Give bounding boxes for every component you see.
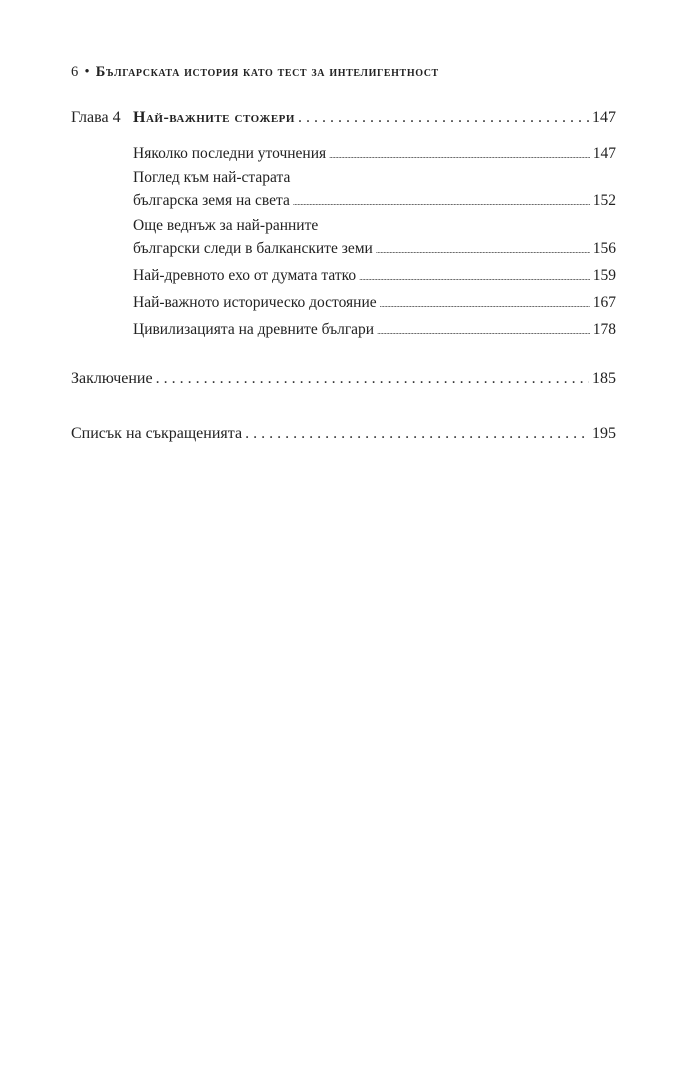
bullet-separator: • [84, 64, 90, 80]
section-title-line2: българска земя на света [133, 192, 290, 209]
dot-leader [245, 425, 589, 443]
page-ref: 152 [592, 192, 616, 209]
section-title-line1: Поглед към най-старата [133, 169, 291, 186]
chapter-label: Глава 4 [71, 109, 121, 126]
section-title: Цивилизацията на древните българи [133, 321, 375, 338]
entry-title: Заключение [71, 370, 153, 387]
section-title-line1: Още веднъж за най-ранните [133, 217, 319, 234]
book-title: Българската история като тест за интелигентност [95, 64, 439, 80]
page-number: 6 [71, 64, 79, 80]
toc-chapter-4[interactable] [71, 109, 616, 127]
running-header [71, 64, 439, 81]
dot-leader [298, 109, 589, 127]
page-ref: 167 [592, 294, 616, 311]
page-ref: 185 [592, 370, 616, 387]
toc-section[interactable] [133, 145, 616, 163]
page-ref: 147 [592, 145, 616, 162]
section-title: Най-важното историческо достояние [133, 294, 377, 311]
toc-conclusion[interactable] [71, 370, 616, 388]
dot-leader [156, 370, 589, 388]
dot-leader [377, 327, 590, 336]
dot-leader [359, 273, 590, 282]
dot-leader [329, 151, 590, 160]
section-title: Няколко последни уточнения [133, 145, 327, 162]
dot-leader [376, 246, 590, 255]
dot-leader [380, 300, 590, 309]
page-ref: 147 [592, 109, 616, 126]
toc-abbreviations[interactable] [71, 425, 616, 443]
chapter-title: Най-важните стожери [133, 109, 295, 126]
toc-section[interactable] [133, 294, 616, 312]
toc-section[interactable] [133, 267, 616, 285]
dot-leader [293, 198, 590, 207]
page-ref: 159 [592, 267, 616, 284]
section-title-line2: български следи в балканските земи [133, 240, 373, 257]
toc-section[interactable] [133, 192, 616, 210]
toc-section[interactable] [133, 321, 616, 339]
page-ref: 178 [592, 321, 616, 338]
toc-section[interactable] [133, 240, 616, 258]
entry-title: Списък на съкращенията [71, 425, 243, 442]
page-ref: 195 [592, 425, 616, 442]
section-title: Най-древното ехо от думата татко [133, 267, 357, 284]
page-ref: 156 [592, 240, 616, 257]
